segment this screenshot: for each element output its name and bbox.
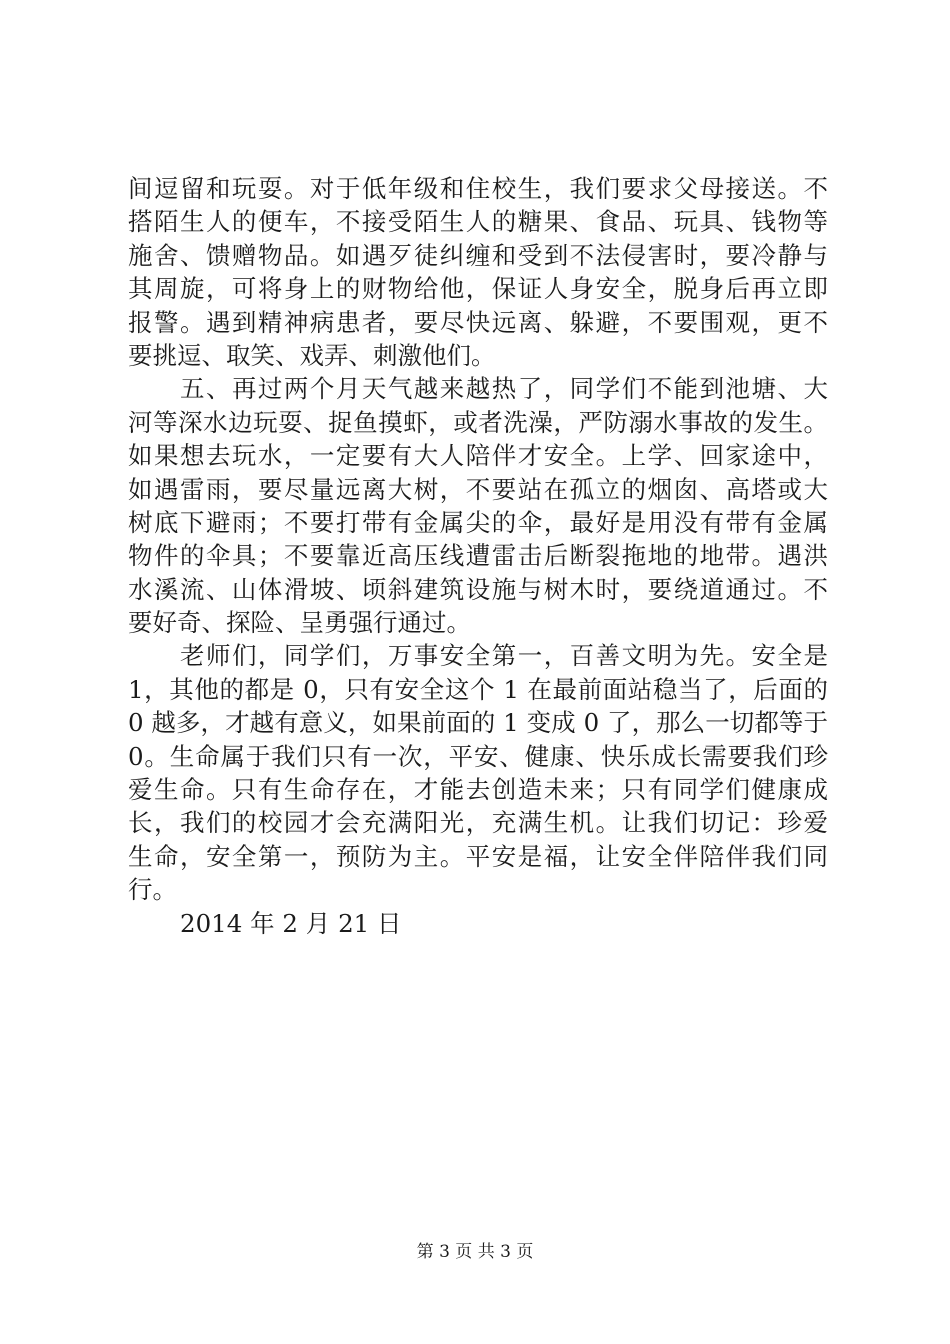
document-body [128, 172, 828, 940]
text-line: 老师们，同学们，万事安全第一，百善文明为先。安全是 [180, 641, 828, 671]
text-line: 如遇雷雨，要尽量远离大树，不要站在孤立的烟囱、高塔或大 [128, 474, 828, 504]
text-line: 搭陌生人的便车，不接受陌生人的糖果、食品、玩具、钱物等 [128, 207, 828, 237]
text-line: 其周旋，可将身上的财物给他，保证人身安全，脱身后再立即 [128, 274, 828, 304]
text-line: 2014 年 2 月 21 日 [180, 908, 402, 938]
text-line: 要挑逗、取笑、戏弄、刺激他们。 [128, 340, 496, 370]
text-line: 行。 [128, 875, 177, 905]
text-line: 生命，安全第一，预防为主。平安是福，让安全伴陪伴我们同 [128, 841, 828, 871]
text-line: 物件的伞具；不要靠近高压线遭雷击后断裂拖地的地带。遇洪 [128, 541, 828, 571]
text-line: 树底下避雨；不要打带有金属尖的伞，最好是用没有带有金属 [128, 507, 828, 537]
text-line: 长，我们的校园才会充满阳光，充满生机。让我们切记：珍爱 [128, 808, 828, 838]
text-line: 0 越多，才越有意义，如果前面的 1 变成 0 了，那么一切都等于 [128, 708, 828, 738]
text-line: 施舍、馈赠物品。如遇歹徒纠缠和受到不法侵害时，要冷静与 [128, 240, 828, 270]
text-line: 报警。遇到精神病患者，要尽快远离、躲避，不要围观，更不 [128, 307, 828, 337]
paragraph-closing [128, 639, 828, 906]
paragraph-continuation [128, 172, 828, 372]
text-line: 如果想去玩水，一定要有大人陪伴才安全。上学、回家途中， [128, 441, 828, 471]
paragraph-date [128, 907, 828, 940]
paragraph-five [128, 372, 828, 639]
text-line: 1，其他的都是 0，只有安全这个 1 在最前面站稳当了，后面的 [128, 674, 828, 704]
text-line: 水溪流、山体滑坡、顷斜建筑设施与树木时，要绕道通过。不 [128, 574, 828, 604]
text-line: 五、再过两个月天气越来越热了，同学们不能到池塘、大 [180, 374, 828, 404]
text-line: 爱生命。只有生命存在，才能去创造未来；只有同学们健康成 [128, 775, 828, 805]
page-footer: 第 3 页 共 3 页 [416, 1242, 534, 1262]
text-line: 河等深水边玩耍、捉鱼摸虾，或者洗澡，严防溺水事故的发生。 [128, 407, 828, 437]
text-line: 0。生命属于我们只有一次，平安、健康、快乐成长需要我们珍 [128, 741, 828, 771]
text-line: 间逗留和玩耍。对于低年级和住校生，我们要求父母接送。不 [128, 174, 828, 203]
text-line: 要好奇、探险、呈勇强行通过。 [128, 608, 471, 638]
